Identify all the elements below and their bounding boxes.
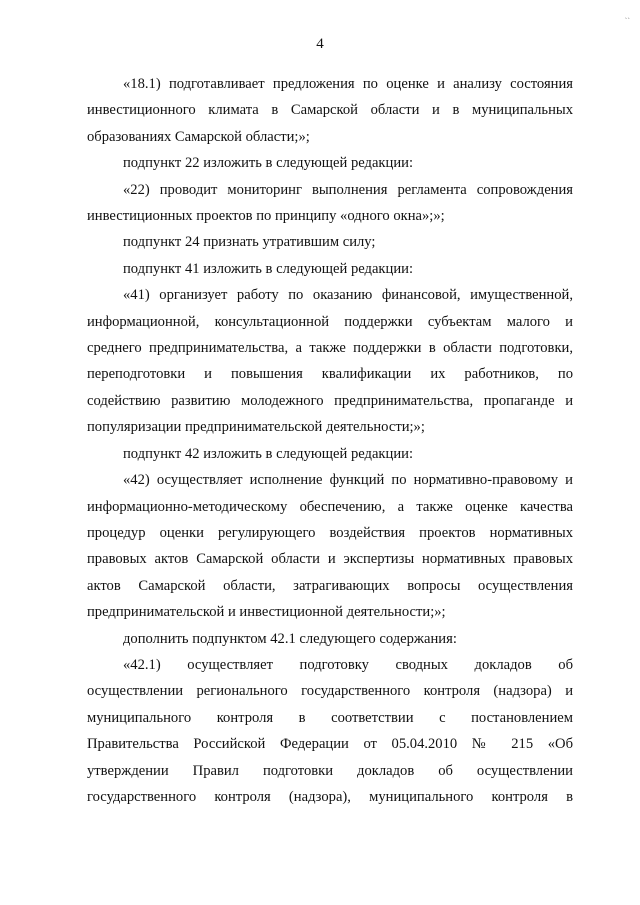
- paragraph: [87, 467, 573, 625]
- paragraph-line: образованиях Самарской области;»;: [87, 128, 310, 145]
- paragraph-line: среднего предпринимательства, а также поддержки в области подготовки,: [87, 340, 573, 357]
- paragraph-line: инвестиционного климата в Самарской области и в муниципальных: [87, 102, 573, 119]
- paragraph-line: «22) проводит мониторинг выполнения регламента сопровождения: [123, 181, 573, 198]
- paragraph: [87, 256, 573, 282]
- paragraph: [87, 177, 573, 230]
- paragraph: [87, 441, 573, 467]
- paragraph-line: информационной, консультационной поддержки субъектам малого и: [87, 313, 573, 330]
- paragraph-line: подпункт 42 изложить в следующей редакции:: [123, 445, 414, 462]
- paragraph-line: Правительства Российской Федерации от 05.04.2010 № 215 «Об: [87, 736, 573, 753]
- paragraph-line: правовых актов Самарской области и экспертизы нормативных правовых: [87, 551, 573, 568]
- paragraph: [87, 652, 573, 810]
- paragraph-line: осуществлении регионального государственного контроля (надзора) и: [87, 683, 573, 700]
- paragraph-line: государственного контроля (надзора), муниципального контроля в: [87, 788, 573, 805]
- paragraph-line: процедур оценки регулирующего воздействия проектов нормативных: [87, 524, 573, 541]
- paragraph-line: инвестиционных проектов по принципу «одного окна»;»;: [87, 208, 445, 225]
- paragraph-line: содействию развитию молодежного предпринимательства, пропаганде и: [87, 392, 573, 409]
- paragraph-line: «42.1) осуществляет подготовку сводных докладов об: [123, 656, 573, 673]
- paragraph-line: дополнить подпунктом 42.1 следующего содержания:: [123, 630, 457, 647]
- paragraph-line: подпункт 41 изложить в следующей редакции:: [123, 260, 414, 277]
- paragraph-line: «41) организует работу по оказанию финансовой, имущественной,: [123, 287, 573, 304]
- paragraph-line: переподготовки и повышения квалификации их работников, по: [87, 366, 573, 383]
- paragraph-line: «42) осуществляет исполнение функций по нормативно-правовому и: [123, 472, 573, 489]
- page-number: 4: [316, 36, 324, 52]
- paragraph-line: подпункт 24 признать утратившим силу;: [123, 234, 376, 251]
- paragraph-line: утверждении Правил подготовки докладов об осуществлении: [87, 762, 573, 779]
- paragraph: [87, 282, 573, 440]
- paragraph-line: муниципального контроля в соответствии с постановлением: [87, 709, 573, 726]
- paragraph-line: предпринимательской и инвестиционной деятельности;»;: [87, 604, 446, 621]
- paragraph: [87, 626, 573, 652]
- paragraph-line: подпункт 22 изложить в следующей редакции:: [123, 155, 414, 172]
- paragraph-line: популяризации предпринимательской деятельности;»;: [87, 419, 425, 436]
- paragraph: [87, 150, 573, 176]
- scan-corner-mark: ˎˎ: [624, 10, 630, 19]
- paragraph: [87, 71, 573, 150]
- paragraph-line: «18.1) подготавливает предложения по оценке и анализу состояния: [123, 76, 573, 92]
- paragraph-line: актов Самарской области, затрагивающих вопросы осуществления: [87, 577, 573, 594]
- paragraph-line: информационно-методическому обеспечению, а также оценке качества: [87, 498, 573, 515]
- document-body: [87, 71, 573, 810]
- paragraph: [87, 229, 573, 255]
